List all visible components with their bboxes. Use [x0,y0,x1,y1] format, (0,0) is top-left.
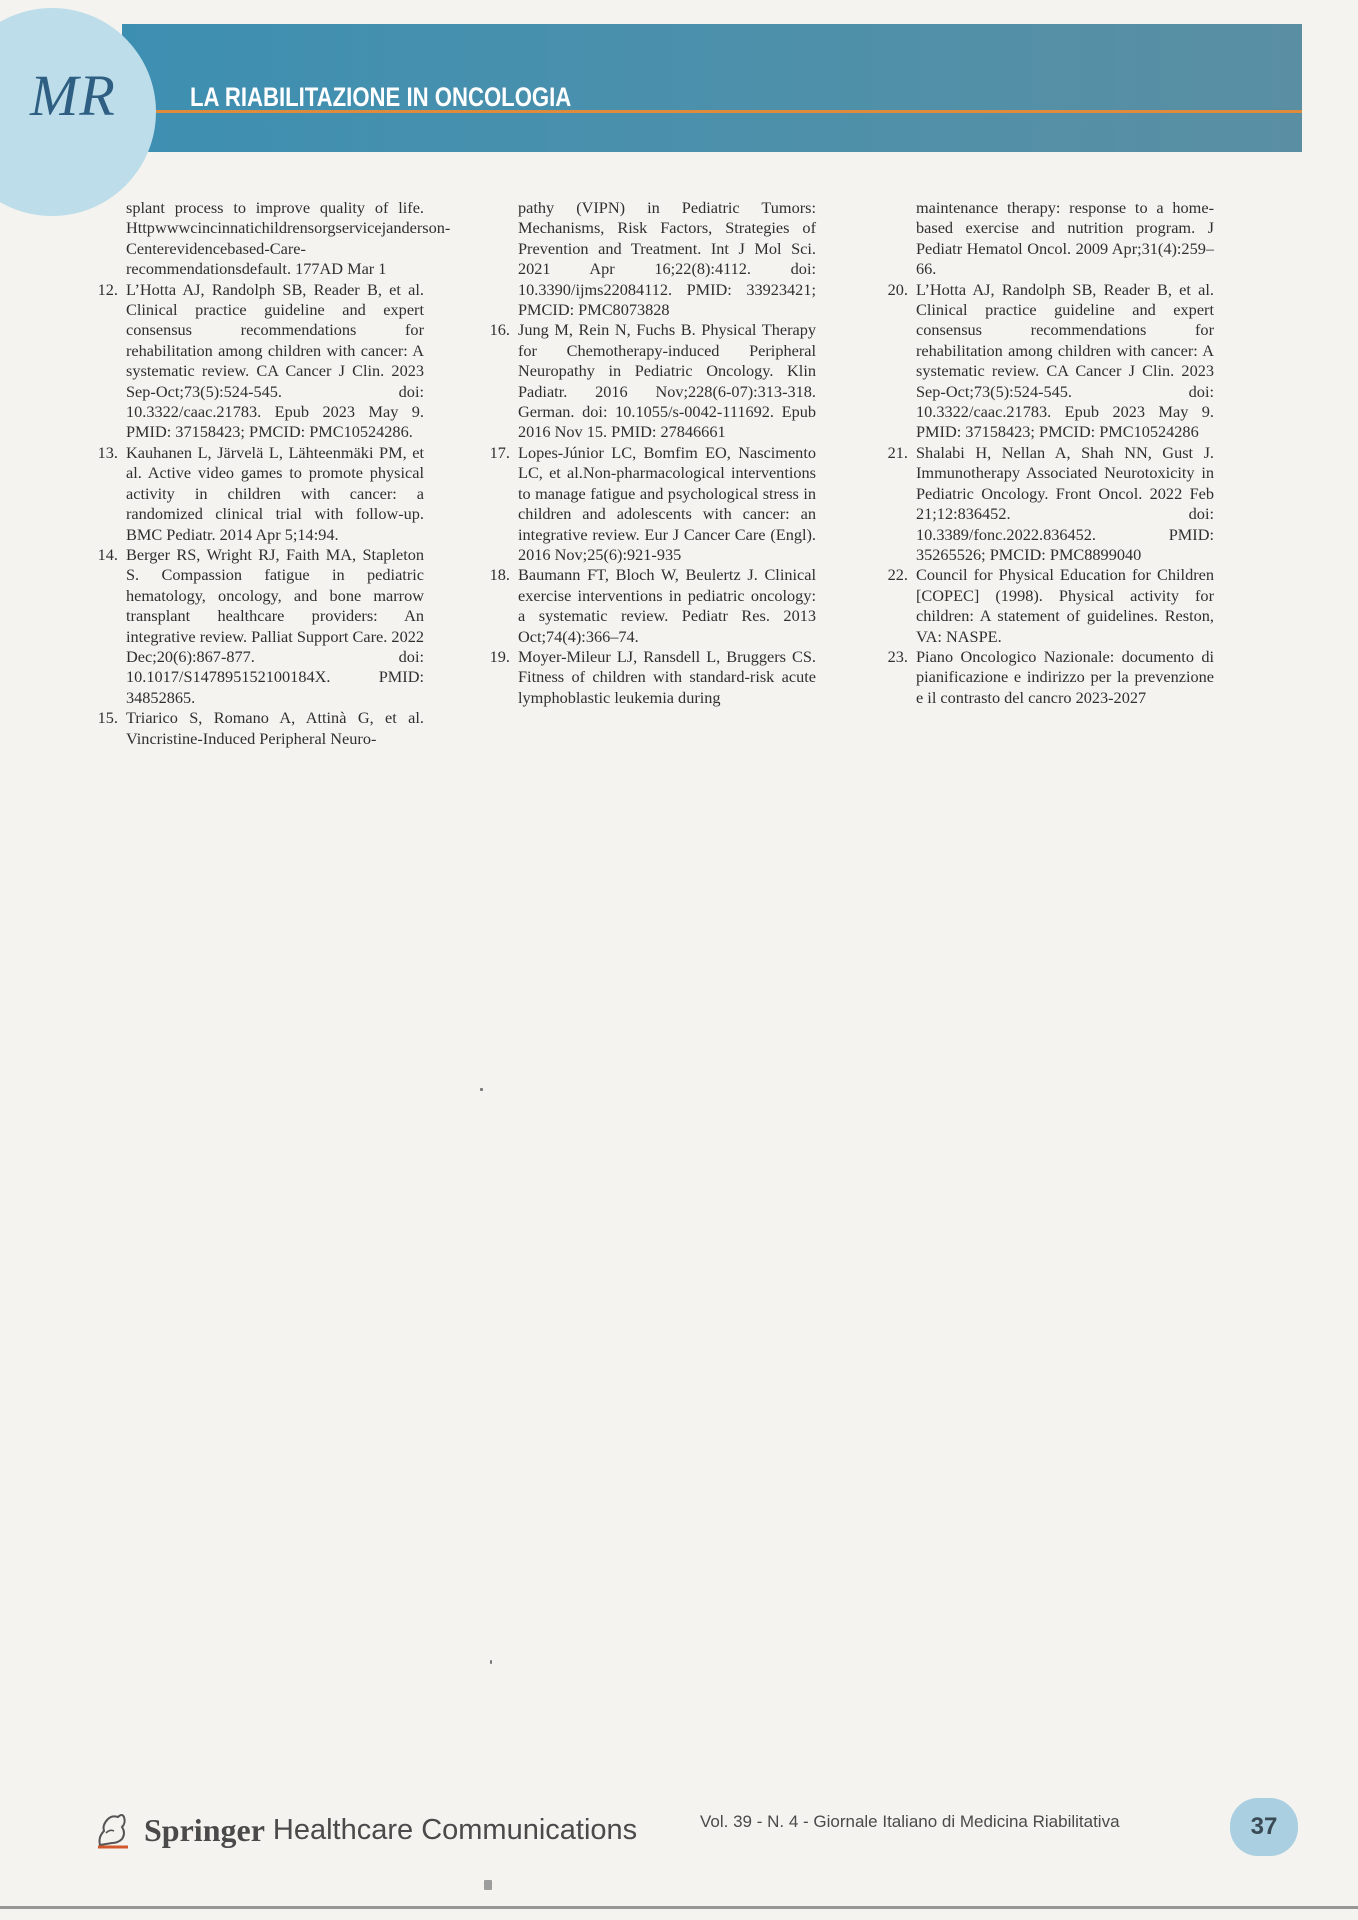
reference-number: 17. [489,442,510,462]
reference-item-14 [92,545,424,708]
journal-logo: MR [30,63,116,128]
reference-text: L’Hotta AJ, Randolph SB, Reader B, et al. Clinical practice guideline and expert consensus recommendations for rehabilitation among children with cancer: A systematic review. CA Cancer J Clin. 2023 Sep-Oct;73(5):524-545. doi: 10.3322/caac.21783. Epub 2023 May 9. PMID: 37158423; PMCID: PMC10524286 [916,279,1214,442]
brand-name: Springer [144,1811,265,1848]
reference-number: 15. [97,708,118,728]
scan-speck [484,1880,492,1890]
reference-continuation: maintenance therapy: response to a home-based exercise and nutrition program. J Pediatr Hematol Oncol. 2009 Apr;31(4):259–66. [916,198,1214,279]
reference-column-3 [882,198,1214,708]
reference-item-13 [92,443,424,545]
reference-number: 18. [489,565,510,585]
publisher-brand [92,1806,637,1854]
reference-text: Lopes-Júnior LC, Bomfim EO, Nascimento LC, et al.Non-pharmacological interventions to manage fatigue and psychological stress in children and adolescents with cancer: an integrative review. Eur J Cancer Care (Engl). 2016 Nov;25(6):921-935 [518,442,816,564]
reference-text: Berger RS, Wright RJ, Faith MA, Stapleton S. Compassion fatigue in pediatric hematology, oncology, and bone marrow transplant healthcare providers: An integrative review. Palliat Support Care. 2022 Dec;20(6):867-877. doi: 10.1017/S147895152100184X. PMID: 34852865. [126,544,424,707]
reference-item-21 [882,443,1214,565]
reference-item-20 [882,280,1214,443]
reference-item-17 [484,443,816,565]
section-title: LA RIABILITAZIONE IN ONCOLOGIA [190,82,572,112]
reference-item-23 [882,647,1214,708]
reference-number: 22. [887,565,908,585]
brand-subtitle: Healthcare Communications [272,1813,638,1846]
reference-column-2 [484,198,816,708]
reference-number: 16. [489,320,510,340]
reference-item-12 [92,280,424,443]
reference-number: 20. [887,279,908,299]
scan-speck [490,1660,492,1664]
reference-text: Shalabi H, Nellan A, Shah NN, Gust J. Immunotherapy Associated Neurotoxicity in Pediatric Oncology. Front Oncol. 2022 Feb 21;12:836452. doi: 10.3389/fonc.2022.836452. PMID: 35265526; PMCID: PMC8899040 [916,442,1214,564]
reference-number: 19. [489,646,510,666]
reference-number: 23. [887,646,908,666]
reference-item-19 [484,647,816,708]
reference-text: L’Hotta AJ, Randolph SB, Reader B, et al. Clinical practice guideline and expert consensus recommendations for rehabilitation among children with cancer: A systematic review. CA Cancer J Clin. 2023 Sep-Oct;73(5):524-545. doi: 10.3322/caac.21783. Epub 2023 May 9. PMID: 37158423; PMCID: PMC10524286. [126,279,424,442]
reference-item-15 [92,708,424,749]
reference-item-16 [484,320,816,442]
reference-continuation: splant process to improve quality of life. Httpwwwcincinnatichildrensorgservicejanderson-Centerevidencebased-Care-recommendationsdefault. 177AD Mar 1 [126,198,451,279]
reference-item-18 [484,565,816,647]
reference-number: 13. [97,442,118,462]
scan-edge [0,1906,1358,1909]
reference-text: Council for Physical Education for Children [COPEC] (1998). Physical activity for children: A statement of guidelines. Reston, VA: NASPE. [916,565,1214,646]
reference-text: Kauhanen L, Järvelä L, Lähteenmäki PM, et al. Active video games to promote physical activity in children with cancer: a randomized clinical trial with follow-up. BMC Pediatr. 2014 Apr 5;14:94. [126,442,424,544]
reference-number: 12. [97,279,118,299]
reference-text: Baumann FT, Bloch W, Beulertz J. Clinical exercise interventions in pediatric oncology: a systematic review. Pediatr Res. 2013 Oct;74(4):366–74. [518,565,816,646]
reference-text: Piano Oncologico Nazionale: documento di pianificazione e indirizzo per la prevenzione e il contrasto del cancro 2023-2027 [916,646,1214,707]
scan-speck [480,1088,483,1091]
reference-item-22 [882,565,1214,647]
reference-text: Triarico S, Romano A, Attinà G, et al. Vincristine-Induced Peripheral Neuro- [126,708,424,748]
reference-column-1 [92,198,451,749]
reference-number: 14. [97,544,118,564]
page-number: 37 [1230,1798,1298,1856]
journal-citation: Vol. 39 - N. 4 - Giornale Italiano di Medicina Riabilitativa [700,1812,1120,1831]
reference-text: Jung M, Rein N, Fuchs B. Physical Therapy for Chemotherapy-induced Peripheral Neuropathy in Pediatric Oncology. Klin Padiatr. 2016 Nov;228(6-07):313-318. German. doi: 10.1055/s-0042-111692. Epub 2016 Nov 15. PMID: 27846661 [518,320,816,442]
reference-text: Moyer-Mileur LJ, Ransdell L, Bruggers CS. Fitness of children with standard-risk acute lymphoblastic leukemia during [518,646,816,707]
springer-horse-icon [92,1809,134,1851]
reference-number: 21. [887,442,908,462]
reference-continuation: pathy (VIPN) in Pediatric Tumors: Mechanisms, Risk Factors, Strategies of Prevention and Treatment. Int J Mol Sci. 2021 Apr 16;22(8):4112. doi: 10.3390/ijms22084112. PMID: 33923421; PMCID: PMC8073828 [518,198,816,320]
